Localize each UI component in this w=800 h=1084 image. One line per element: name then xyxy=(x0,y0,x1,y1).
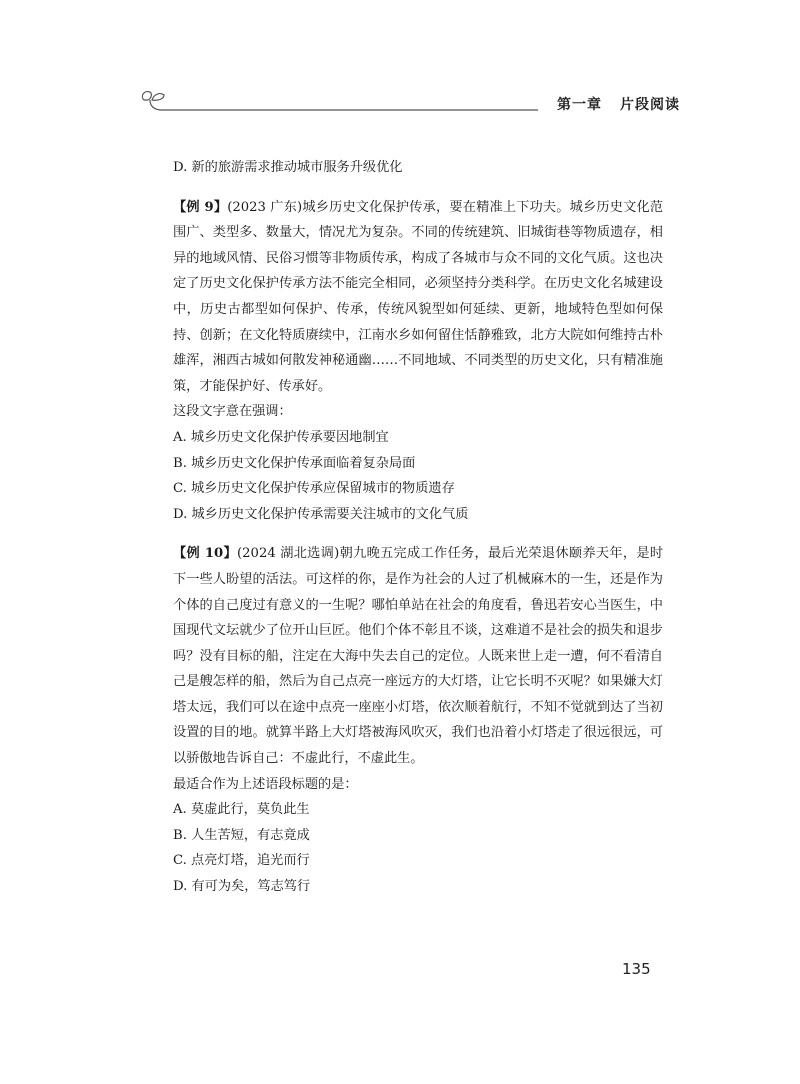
example-9-question: 这段文字意在强调： xyxy=(173,404,292,420)
example-10-label: 【例 10】 xyxy=(173,546,238,562)
example-10-option-b: B. 人生苦短，有志竟成 xyxy=(173,827,310,843)
chapter-section: 片段阅读 xyxy=(620,97,680,113)
example-9-option-b: B. 城乡历史文化保护传承面临着复杂局面 xyxy=(173,455,416,471)
chapter-number: 第一章 xyxy=(557,97,602,113)
example-10-text: 朝九晚五完成工作任务，最后光荣退休颐养天年，是时下一些人盼望的活法。可这样的你，是作为社会的人过了机械麻木的一生，还是作为个体的自己度过有意义的一生呢？哪怕单站在社会的角度看，鲁迅若安心当医生，中国现代文坛就少了位开山巨匠。他们个体不彰且不谈，这难道不是社会的损失和退步吗？没有目标的船，注定在大海中失去自己的定位。人既来世上走一遭，何不看清自己是艘怎样的船，然后为自己点亮一座远方的大灯塔，让它长明不灭呢？如果嫌大灯塔太远，我们可以在途中点亮一座座小灯塔，依次顺着航行，不知不觉就到达了当初设置的目的地。就算半路上大灯塔被海风吹灭，我们也沿着小灯塔走了很远很远，可以骄傲地告诉自己：不虚此行，不虚此生。 xyxy=(173,546,664,767)
example-10-question: 最适合作为上述语段标题的是： xyxy=(173,776,358,792)
example-9-label: 【例 9】 xyxy=(173,199,228,215)
running-header xyxy=(140,80,680,120)
example-9-option-d: D. 城乡历史文化保护传承需要关注城市的文化气质 xyxy=(173,506,469,522)
example-10-option-c: C. 点亮灯塔，追光而行 xyxy=(173,853,310,869)
chapter-title xyxy=(557,94,680,114)
example-10-option-a: A. 莫虚此行，莫负此生 xyxy=(173,802,310,818)
example-10-option-d: D. 有可为矣，笃志笃行 xyxy=(173,879,311,895)
example-9-text: 城乡历史文化保护传承，要在精准上下功夫。城乡历史文化范围广、类型多、数量大，情况尤为复杂。不同的传统建筑、旧城街巷等物质遗存，相异的地域风情、民俗习惯等非物质传承，构成了各城市与众不同的文化气质。这也决定了历史文化保护传承方法不能完全相同，必须坚持分类科学。在历史文化名城建设中，历史古都型如何保护、传承，传统风貌型如何延续、更新，地域特色型如何保持、创新；在文化特质赓续中，江南水乡如何留住恬静雅致，北方大院如何维持古朴雄浑，湘西古城如何散发神秘通幽……不同地域、不同类型的历史文化，只有精准施策，才能保护好、传承好。 xyxy=(173,199,663,394)
example-9-option-c: C. 城乡历史文化保护传承应保留城市的物质遗存 xyxy=(173,481,455,497)
previous-option-d: D. 新的旅游需求推动城市服务升级优化 xyxy=(173,160,403,175)
example-9-source: (2023 广东) xyxy=(227,199,303,215)
example-9-option-a: A. 城乡历史文化保护传承要因地制宜 xyxy=(173,429,389,445)
example-10-source: (2024 湖北选调) xyxy=(237,546,340,562)
page-content xyxy=(173,155,663,900)
example-10-paragraph xyxy=(173,541,663,771)
page-number: 135 xyxy=(622,960,651,978)
example-9-paragraph xyxy=(173,195,663,400)
